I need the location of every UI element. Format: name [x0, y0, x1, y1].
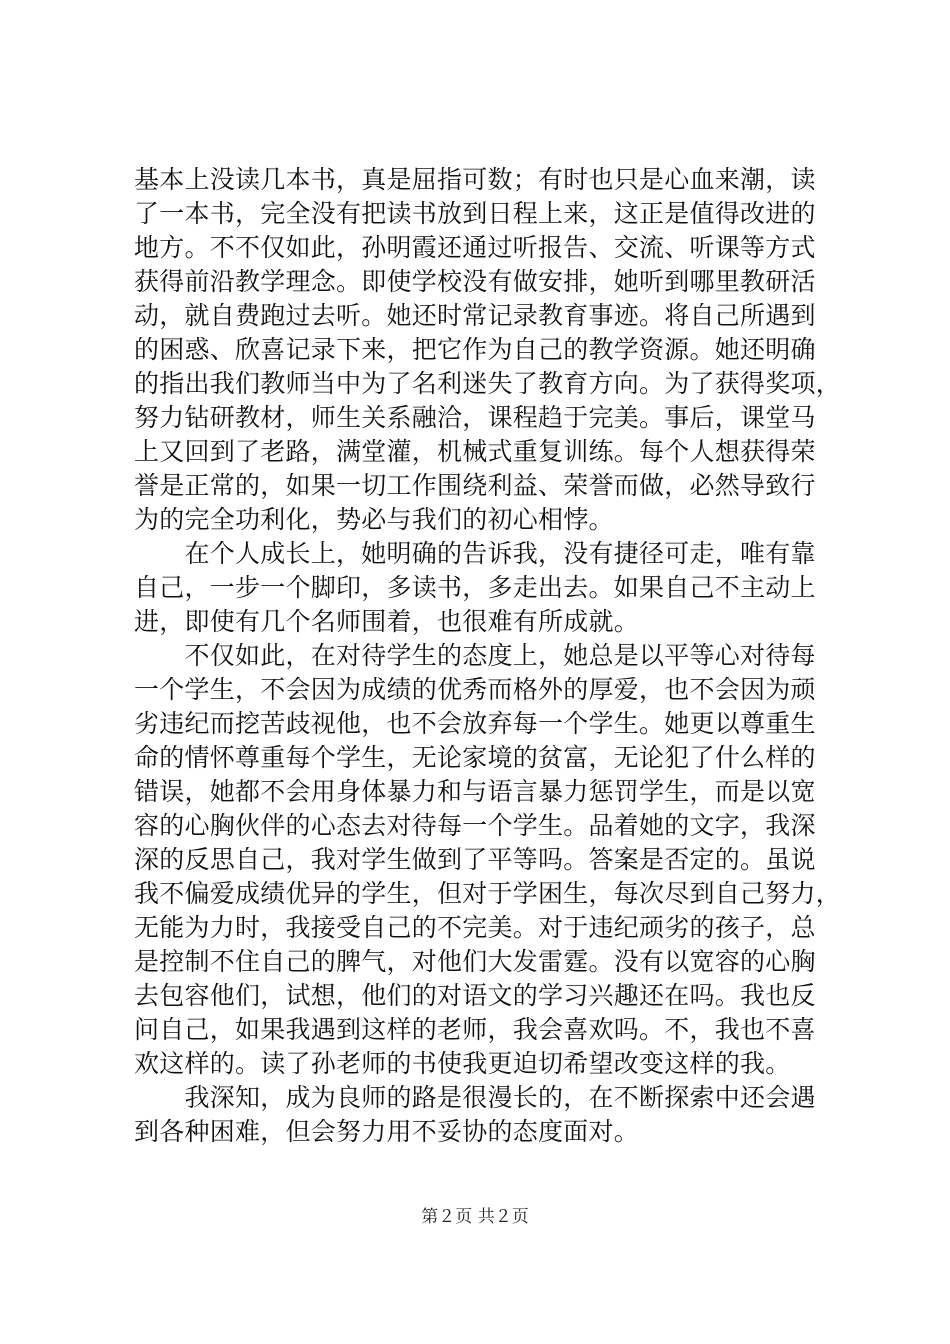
text-line: 进，即使有几个名师围着，也很难有所成就。 [134, 607, 640, 636]
text-line: 在个人成长上，她明确的告诉我，没有捷径可走，唯有靠 [134, 539, 816, 568]
text-line: 到各种困难，但会努力用不妥协的态度面对。 [134, 1117, 640, 1146]
text-line: 基本上没读几本书，真是屈指可数；有时也只是心血来潮，读 [134, 165, 816, 194]
text-line: 一个学生，不会因为成绩的优秀而格外的厚爱，也不会因为顽 [134, 675, 816, 704]
body-text [134, 163, 854, 1149]
text-line: 的困惑、欣喜记录下来，把它作为自己的教学资源。她还明确 [134, 335, 816, 364]
text-line: 地方。不不仅如此，孙明霞还通过听报告、交流、听课等方式 [134, 233, 816, 262]
text-line: 我深知，成为良师的路是很漫长的，在不断探索中还会遇 [134, 1083, 816, 1112]
text-line: 命的情怀尊重每个学生，无论家境的贫富，无论犯了什么样的 [134, 743, 816, 772]
text-line: 问自己，如果我遇到这样的老师，我会喜欢吗。不，我也不喜 [134, 1015, 816, 1044]
text-line: 上又回到了老路，满堂灌，机械式重复训练。每个人想获得荣 [134, 437, 816, 466]
text-line: 动，就自费跑过去听。她还时常记录教育事迹。将自己所遇到 [134, 301, 816, 330]
text-line: 为的完全功利化，势必与我们的初心相悖。 [134, 505, 614, 534]
page-footer: 第２页 共２页 [421, 1207, 529, 1227]
text-line: 是控制不住自己的脾气，对他们大发雷霆。没有以宽容的心胸 [134, 947, 816, 976]
text-line: 获得前沿教学理念。即使学校没有做安排，她听到哪里教研活 [134, 267, 816, 296]
text-line: 去包容他们，试想，他们的对语文的学习兴趣还在吗。我也反 [134, 981, 816, 1010]
text-line: 自己，一步一个脚印，多读书，多走出去。如果自己不主动上 [134, 573, 816, 602]
text-line: 努力钻研教材，师生关系融洽，课程趋于完美。事后，课堂马 [134, 403, 816, 432]
text-line: 错误，她都不会用身体暴力和与语言暴力惩罚学生，而是以宽 [134, 777, 816, 806]
text-line: 无能为力时，我接受自己的不完美。对于违纪顽劣的孩子，总 [134, 913, 816, 942]
text-line: 劣违纪而挖苦歧视他，也不会放弃每一个学生。她更以尊重生 [134, 709, 816, 738]
text-line: 深的反思自己，我对学生做到了平等吗。答案是否定的。虽说 [134, 845, 816, 874]
text-line: 的指出我们教师当中为了名利迷失了教育方向。为了获得奖项， [134, 369, 842, 398]
text-line: 了一本书，完全没有把读书放到日程上来，这正是值得改进的 [134, 199, 816, 228]
text-line: 我不偏爱成绩优异的学生，但对于学困生，每次尽到自己努力， [134, 879, 842, 908]
text-line: 誉是正常的，如果一切工作围绕利益、荣誉而做，必然导致行 [134, 471, 816, 500]
text-line: 欢这样的。读了孙老师的书使我更迫切希望改变这样的我。 [134, 1049, 791, 1078]
text-line: 不仅如此，在对待学生的态度上，她总是以平等心对待每 [134, 641, 816, 670]
text-line: 容的心胸伙伴的心态去对待每一个学生。品着她的文字，我深 [134, 811, 816, 840]
